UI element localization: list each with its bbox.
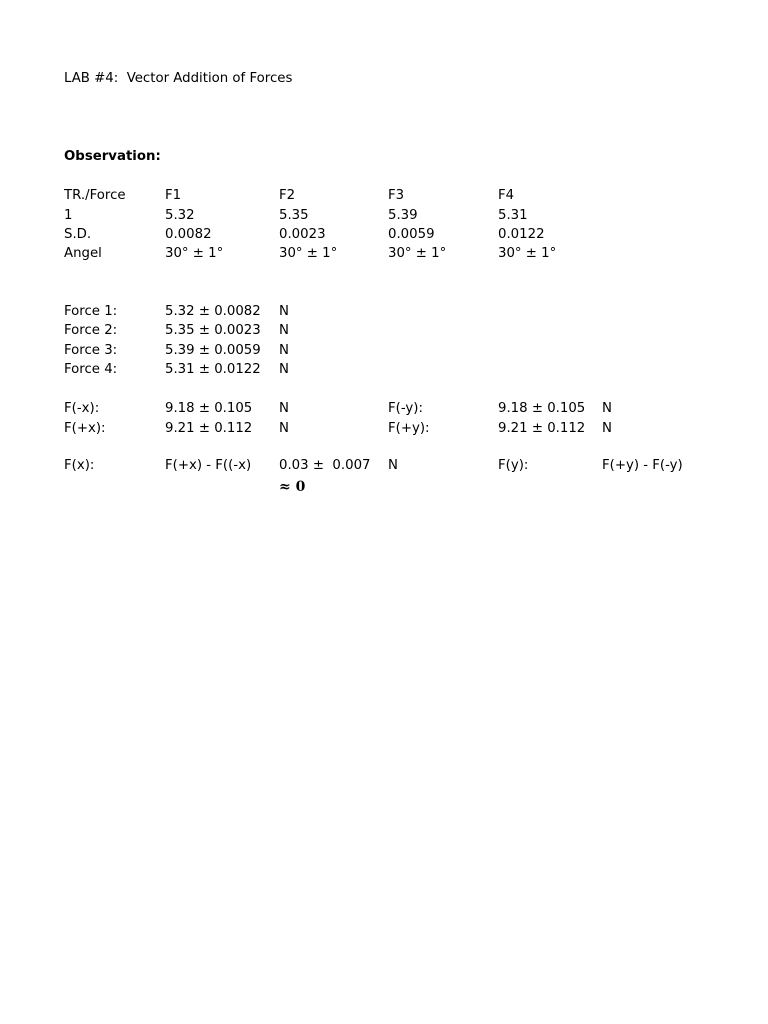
component-x-label: F(-x): xyxy=(64,401,100,416)
force-unit: N xyxy=(279,323,289,338)
force-unit: N xyxy=(279,343,289,358)
table-cell: 30° ± 1° xyxy=(279,246,338,261)
observation-heading: Observation: xyxy=(64,149,161,164)
table-cell: 0.0059 xyxy=(388,227,435,242)
table-cell: 30° ± 1° xyxy=(165,246,224,261)
component-x-value: 9.21 ± 0.112 xyxy=(165,421,253,436)
table-header-cell: F4 xyxy=(498,188,515,203)
force-label: Force 3: xyxy=(64,343,118,358)
component-x-value: 9.18 ± 0.105 xyxy=(165,401,253,416)
table-header-cell: F3 xyxy=(388,188,405,203)
net-fx-label: F(x): xyxy=(64,458,95,473)
table-cell: 0.0082 xyxy=(165,227,212,242)
table-cell: Angel xyxy=(64,246,102,261)
component-y-unit: N xyxy=(602,401,612,416)
table-cell: 0.0122 xyxy=(498,227,545,242)
table-cell: 30° ± 1° xyxy=(388,246,447,261)
net-fx-value: 0.03 ± 0.007 xyxy=(279,458,371,473)
component-y-value: 9.18 ± 0.105 xyxy=(498,401,586,416)
table-cell: 5.35 xyxy=(279,208,309,223)
page-title: LAB #4: Vector Addition of Forces xyxy=(64,71,293,86)
net-fx-approx: ≈ 0 xyxy=(279,479,306,495)
component-x-unit: N xyxy=(279,401,289,416)
table-header-cell: F1 xyxy=(165,188,182,203)
force-value: 5.35 ± 0.0023 xyxy=(165,323,261,338)
table-header-cell: F2 xyxy=(279,188,296,203)
table-cell: 0.0023 xyxy=(279,227,326,242)
net-fx-unit: N xyxy=(388,458,398,473)
table-cell: 5.32 xyxy=(165,208,195,223)
table-header-cell: TR./Force xyxy=(64,188,126,203)
table-cell: 1 xyxy=(64,208,73,223)
force-value: 5.31 ± 0.0122 xyxy=(165,362,261,377)
component-y-label: F(+y): xyxy=(388,421,430,436)
force-label: Force 4: xyxy=(64,362,118,377)
force-unit: N xyxy=(279,304,289,319)
force-label: Force 2: xyxy=(64,323,118,338)
component-y-unit: N xyxy=(602,421,612,436)
table-cell: 5.31 xyxy=(498,208,528,223)
component-y-value: 9.21 ± 0.112 xyxy=(498,421,586,436)
component-x-label: F(+x): xyxy=(64,421,106,436)
force-label: Force 1: xyxy=(64,304,118,319)
component-x-unit: N xyxy=(279,421,289,436)
table-cell: 5.39 xyxy=(388,208,418,223)
force-unit: N xyxy=(279,362,289,377)
net-fy-formula: F(+y) - F(-y) xyxy=(602,458,683,473)
force-value: 5.32 ± 0.0082 xyxy=(165,304,261,319)
table-cell: 30° ± 1° xyxy=(498,246,557,261)
table-cell: S.D. xyxy=(64,227,92,242)
component-y-label: F(-y): xyxy=(388,401,423,416)
net-fx-formula: F(+x) - F((-x) xyxy=(165,458,252,473)
net-fy-label: F(y): xyxy=(498,458,529,473)
force-value: 5.39 ± 0.0059 xyxy=(165,343,261,358)
